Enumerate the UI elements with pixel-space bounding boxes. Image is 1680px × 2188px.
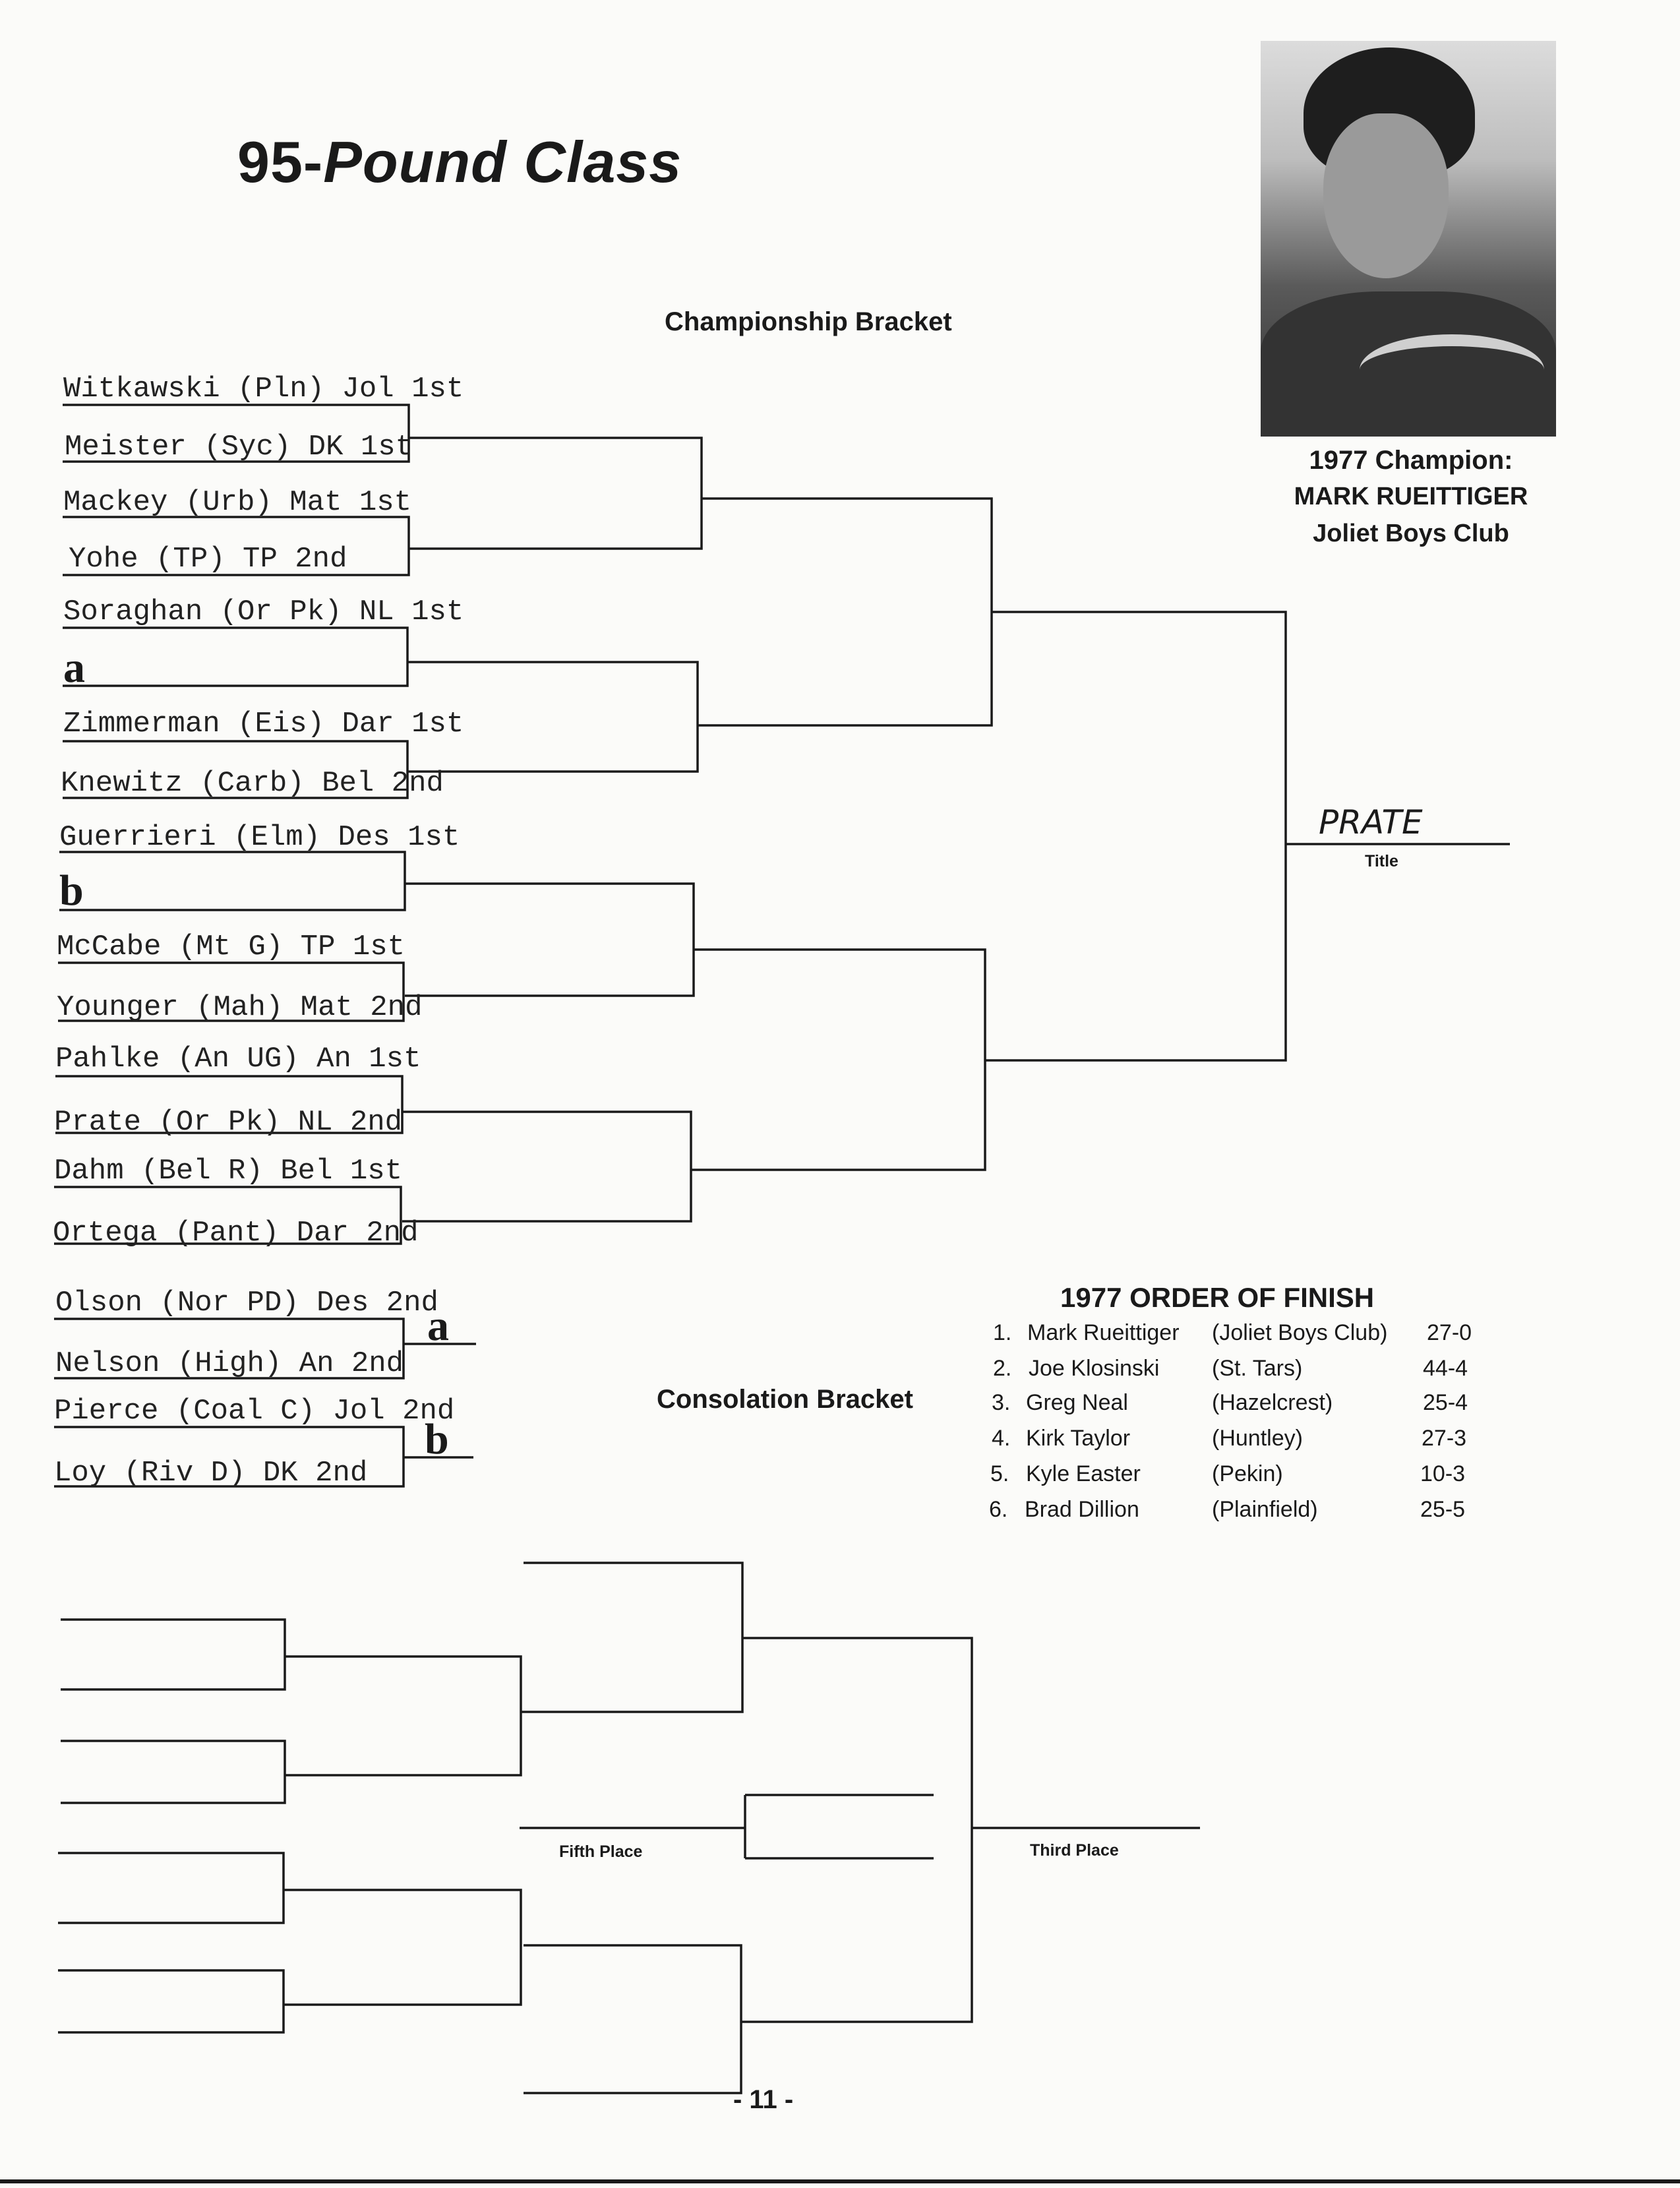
entry-8: Knewitz (Carb) Bel 2nd xyxy=(61,767,444,800)
entry-9: Guerrieri (Elm) Des 1st xyxy=(59,821,460,854)
champion-name: PRATE xyxy=(1319,803,1423,841)
order-name-1: Mark Rueittiger xyxy=(1027,1320,1180,1345)
prelim-entry-1: Olson (Nor PD) Des 2nd xyxy=(55,1287,438,1320)
order-row-1 xyxy=(993,1320,1011,1346)
order-place-4: 4. xyxy=(992,1426,1011,1451)
order-club-1: (Joliet Boys Club) xyxy=(1212,1320,1388,1345)
order-club-4: (Huntley) xyxy=(1212,1426,1303,1451)
consolation-r1-2 xyxy=(61,1741,285,1803)
order-of-finish-title xyxy=(1060,1282,1374,1314)
order-name-6: Brad Dillion xyxy=(1025,1497,1139,1522)
title-number: 95- xyxy=(237,129,324,195)
consolation-r3-2 xyxy=(524,1945,741,2093)
consolation-r2-2 xyxy=(284,1890,521,2005)
fifth-place-label: Fifth Place xyxy=(559,1842,643,1861)
order-place-3: 3. xyxy=(992,1390,1011,1415)
order-name-3: Greg Neal xyxy=(1026,1390,1128,1415)
order-place-5: 5. xyxy=(990,1461,1009,1486)
entry-15: Dahm (Bel R) Bel 1st xyxy=(54,1155,403,1188)
bracket-r1-5 xyxy=(59,852,405,910)
prelim-entry-3: Pierce (Coal C) Jol 2nd xyxy=(54,1395,455,1428)
consolation-r1-1 xyxy=(61,1620,285,1689)
order-record-6: 25-5 xyxy=(1420,1497,1466,1522)
order-record-4: 27-3 xyxy=(1422,1426,1467,1451)
entry-12: Younger (Mah) Mat 2nd xyxy=(57,991,423,1024)
consolation-heading: Consolation Bracket xyxy=(657,1385,913,1414)
order-record-5: 10-3 xyxy=(1420,1461,1466,1486)
entry-1: Witkawski (Pln) Jol 1st xyxy=(63,373,464,406)
photo-caption-line2: MARK RUEITTIGER xyxy=(1294,483,1528,510)
entry-2: Meister (Syc) DK 1st xyxy=(65,431,413,464)
entry-6-bye-a: a xyxy=(63,644,85,692)
entry-3: Mackey (Urb) Mat 1st xyxy=(63,486,412,519)
bracket-final xyxy=(985,612,1286,1060)
bracket-r2-1 xyxy=(409,438,702,549)
order-club-3: (Hazelcrest) xyxy=(1212,1390,1333,1415)
championship-heading: Championship Bracket xyxy=(665,307,952,336)
bracket-r3-1 xyxy=(698,499,992,725)
order-place-6: 6. xyxy=(989,1497,1008,1522)
photo-caption-line1: 1977 Champion: xyxy=(1309,446,1513,475)
page-number: - 11 - xyxy=(733,2085,794,2114)
order-club-6: (Plainfield) xyxy=(1212,1497,1318,1522)
consolation-r1-4 xyxy=(58,1970,284,2032)
title-text: Pound Class xyxy=(323,129,682,195)
entry-10-bye-b: b xyxy=(59,866,84,915)
order-place: 1. xyxy=(993,1320,1012,1345)
entry-5: Soraghan (Or Pk) NL 1st xyxy=(63,595,464,628)
entry-7: Zimmerman (Eis) Dar 1st xyxy=(63,708,464,741)
bracket-r2-3 xyxy=(405,884,694,996)
prelim-letter-a: a xyxy=(427,1302,449,1350)
photo-caption-line3: Joliet Boys Club xyxy=(1313,520,1509,547)
consolation-r1-3 xyxy=(58,1853,284,1923)
entry-13: Pahlke (An UG) An 1st xyxy=(55,1043,421,1076)
order-place-2: 2. xyxy=(993,1356,1012,1381)
third-place-label: Third Place xyxy=(1030,1841,1119,1860)
order-name-4: Kirk Taylor xyxy=(1026,1426,1131,1451)
order-record-3: 25-4 xyxy=(1423,1390,1468,1415)
entry-11: McCabe (Mt G) TP 1st xyxy=(57,930,405,963)
prelim-entry-4: Loy (Riv D) DK 2nd xyxy=(54,1457,368,1490)
bracket-r3-2 xyxy=(691,950,985,1170)
bracket-r1-3 xyxy=(63,628,407,686)
prelim-entry-2: Nelson (High) An 2nd xyxy=(55,1347,404,1380)
order-club-2: (St. Tars) xyxy=(1212,1356,1303,1381)
entry-4: Yohe (TP) TP 2nd xyxy=(69,543,347,576)
order-record-2: 44-4 xyxy=(1423,1356,1468,1381)
entry-16: Ortega (Pant) Dar 2nd xyxy=(53,1217,419,1250)
bracket-r2-4 xyxy=(402,1112,691,1221)
order-record-1: 27-0 xyxy=(1427,1320,1472,1345)
consolation-r3-1 xyxy=(521,1563,742,1712)
order-title-text: ORDER OF FINISH xyxy=(1129,1282,1375,1313)
order-title-year: 1977 xyxy=(1060,1282,1122,1313)
entry-14: Prate (Or Pk) NL 2nd xyxy=(54,1106,403,1139)
order-club-5: (Pekin) xyxy=(1212,1461,1283,1486)
prelim-letter-b: b xyxy=(425,1415,449,1463)
consolation-r2-1 xyxy=(285,1656,521,1775)
title-label: Title xyxy=(1365,852,1398,870)
order-name-5: Kyle Easter xyxy=(1026,1461,1141,1486)
third-place-bracket xyxy=(741,1638,972,2022)
order-name-2: Joe Klosinski xyxy=(1029,1356,1160,1381)
